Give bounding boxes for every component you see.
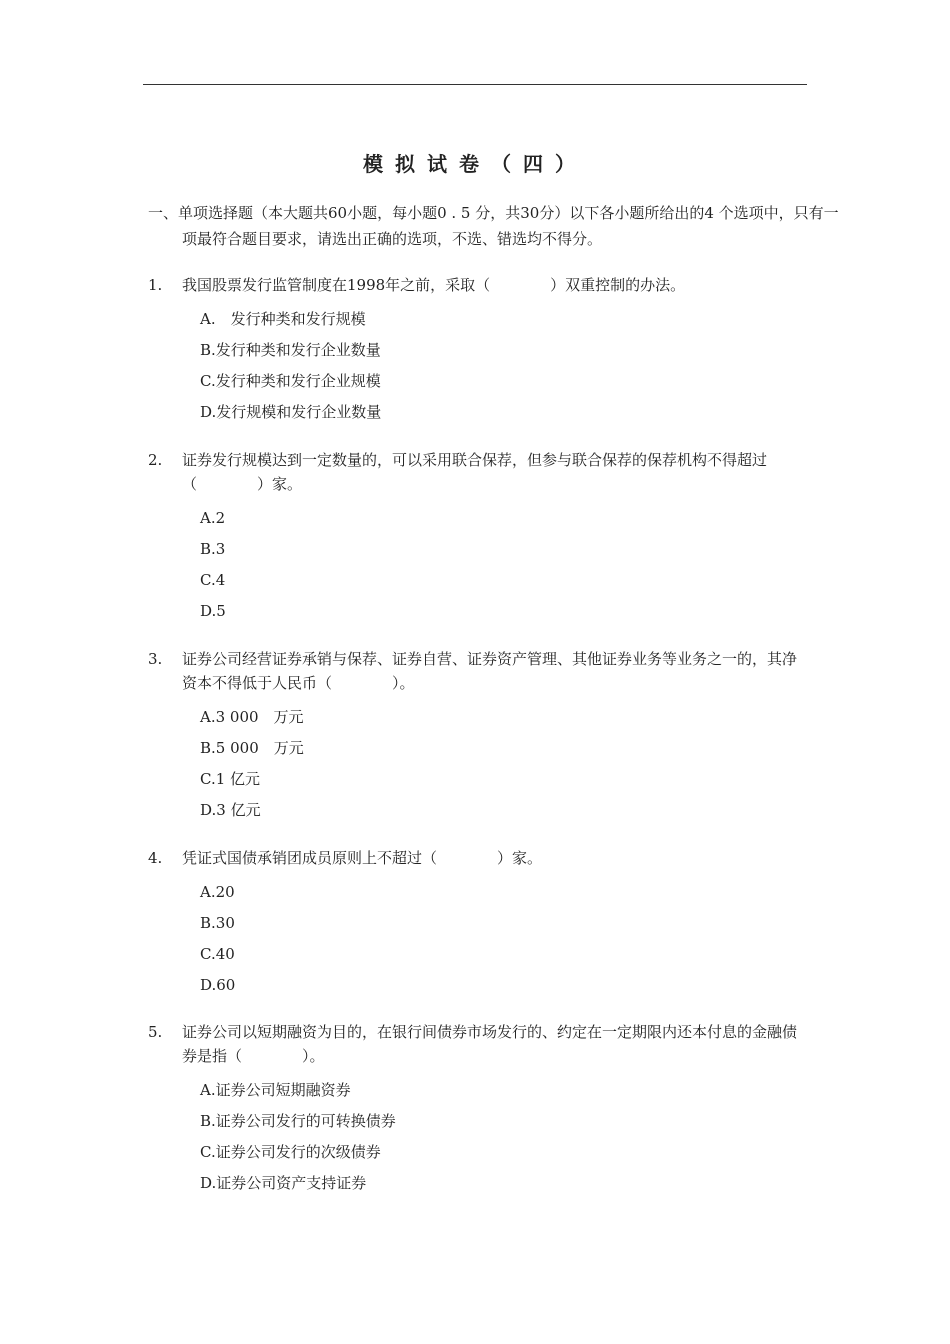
option-c: C.4 (200, 571, 226, 589)
option-d: D.60 (200, 976, 236, 994)
option-d: D.证券公司资产支持证券 (200, 1174, 367, 1192)
option-b: B.发行种类和发行企业数量 (200, 341, 381, 359)
option-list (200, 877, 808, 1001)
question-2 (148, 448, 808, 627)
option-b: B.5 000 万元 (200, 739, 304, 757)
option-list (200, 1075, 808, 1199)
question-stem: 凭证式国债承销团成员原则上不超过（ ）家。 (182, 849, 543, 867)
question-stem: 我国股票发行监管制度在1998年之前，采取（ ）双重控制的办法。 (182, 276, 686, 294)
question-1 (148, 273, 808, 428)
header-rule (143, 84, 807, 85)
question-number: 3. (148, 650, 163, 668)
question-number: 1. (148, 276, 163, 294)
question-5 (148, 1020, 808, 1199)
option-c: C.发行种类和发行企业规模 (200, 372, 381, 390)
question-stem: 证券发行规模达到一定数量的，可以采用联合保荐，但参与联合保荐的保荐机构不得超过（ ）家。 (182, 451, 768, 493)
option-list (200, 503, 808, 627)
option-b: B.3 (200, 540, 226, 558)
question-4 (148, 846, 808, 1001)
option-d: D.3 亿元 (200, 801, 261, 819)
question-number: 4. (148, 849, 163, 867)
option-a: A.2 (200, 509, 226, 527)
option-list (200, 702, 808, 826)
option-c: C.40 (200, 945, 235, 963)
question-3 (148, 647, 808, 826)
section-instructions: 一、单项选择题（本大题共60小题，每小题0 . 5 分，共30分）以下各小题所给出的4 个选项中，只有一项最符合题目要求，请选出正确的选项，不选、错选均不得分。 (148, 204, 839, 248)
option-a: A.证券公司短期融资券 (200, 1081, 351, 1099)
question-number: 5. (148, 1023, 163, 1041)
option-list (200, 304, 808, 428)
page-title: 模拟试卷（四） (363, 152, 587, 176)
option-b: B.30 (200, 914, 235, 932)
question-stem: 证券公司以短期融资为目的，在银行间债券市场发行的、约定在一定期限内还本付息的金融债券是指（ ）。 (182, 1023, 798, 1065)
option-c: C.1 亿元 (200, 770, 261, 788)
option-c: C.证券公司发行的次级债券 (200, 1143, 381, 1161)
option-a: A.3 000 万元 (200, 708, 304, 726)
question-number: 2. (148, 451, 163, 469)
option-d: D.发行规模和发行企业数量 (200, 403, 382, 421)
option-d: D.5 (200, 602, 226, 620)
option-a: A.20 (200, 883, 235, 901)
question-stem: 证券公司经营证券承销与保荐、证券自营、证券资产管理、其他证券业务等业务之一的，其净资本不得低于人民币（ ）。 (182, 650, 798, 692)
option-b: B.证券公司发行的可转换债券 (200, 1112, 396, 1130)
option-a: A. 发行种类和发行规模 (200, 310, 366, 328)
